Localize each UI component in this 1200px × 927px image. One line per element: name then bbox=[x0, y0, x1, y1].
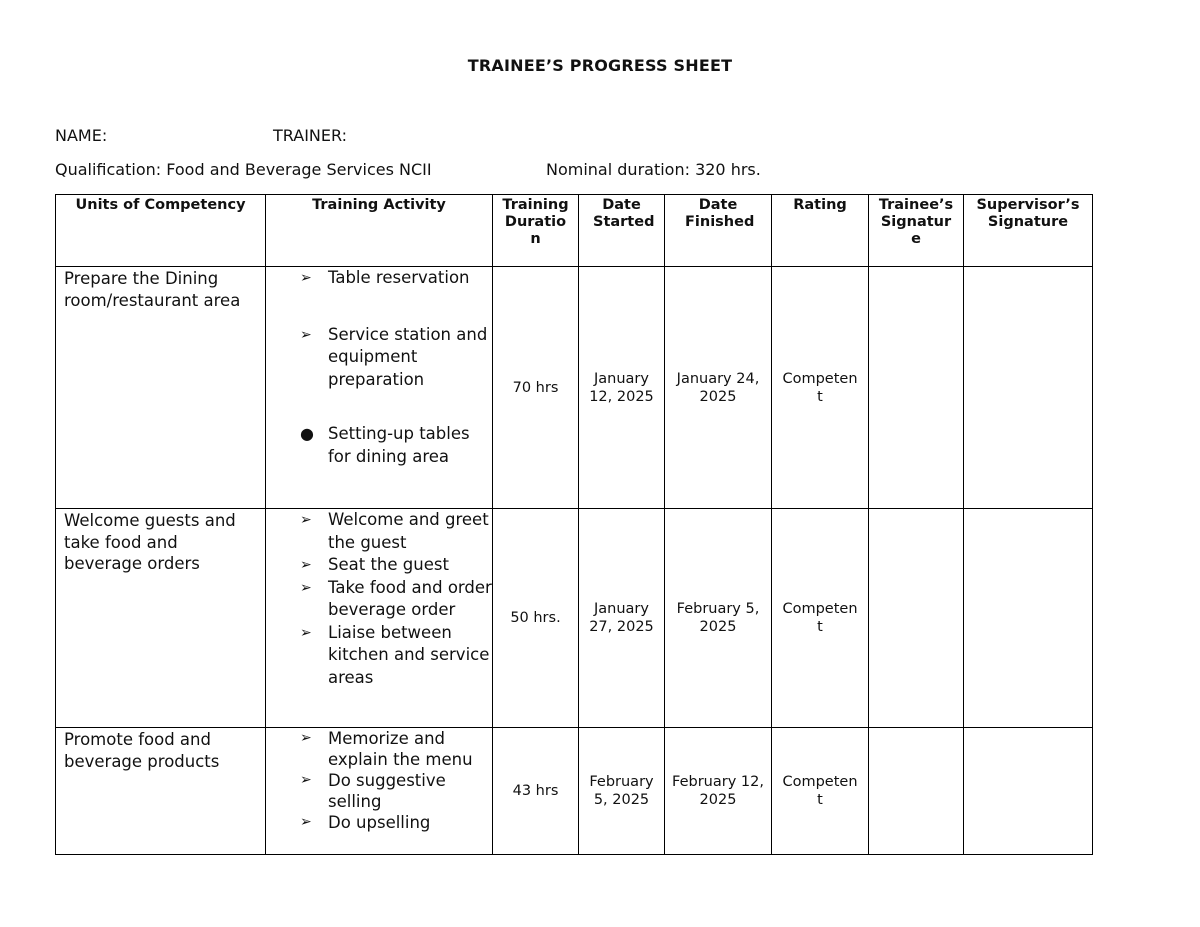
activity-cell bbox=[266, 267, 493, 509]
arrow-bullet-icon: ➢ bbox=[300, 730, 312, 746]
list-item: ➢ Seat the guest bbox=[266, 554, 492, 577]
duration-cell: 70 hrs bbox=[493, 267, 579, 509]
duration-cell: 50 hrs. bbox=[493, 509, 579, 728]
table-row bbox=[56, 509, 1093, 728]
date-finished-cell: February 12, 2025 bbox=[665, 728, 772, 855]
duration-cell: 43 hrs bbox=[493, 728, 579, 855]
supervisor-signature-cell bbox=[964, 728, 1093, 855]
date-started-cell: January 27, 2025 bbox=[579, 509, 665, 728]
unit-cell: Prepare the Dining room/restaurant area bbox=[56, 267, 266, 509]
header-rating: Rating bbox=[772, 195, 869, 267]
header-row bbox=[56, 195, 1093, 267]
activity-cell bbox=[266, 728, 493, 855]
unit-cell: Promote food and beverage products bbox=[56, 728, 266, 855]
activity-cell bbox=[266, 509, 493, 728]
header-date-started: Date Started bbox=[579, 195, 665, 267]
trainee-signature-cell bbox=[869, 728, 964, 855]
arrow-bullet-icon: ➢ bbox=[300, 772, 312, 788]
trainee-signature-cell bbox=[869, 509, 964, 728]
list-item: ➢ Liaise between kitchen and service areas bbox=[300, 622, 490, 687]
rating-cell: Competent bbox=[772, 728, 869, 855]
supervisor-signature-cell bbox=[964, 267, 1093, 509]
trainee-signature-cell bbox=[869, 267, 964, 509]
nominal-duration-text: Nominal duration: 320 hrs. bbox=[546, 160, 761, 179]
date-started-cell: February 5, 2025 bbox=[579, 728, 665, 855]
header-trainee-signature: Trainee’s Signature bbox=[869, 195, 964, 267]
arrow-bullet-icon: ➢ bbox=[300, 624, 312, 641]
unit-cell: Welcome guests and take food and beverage orders bbox=[56, 509, 266, 728]
dot-bullet-icon: ● bbox=[300, 424, 314, 443]
list-item: ➢ Welcome and greet the guest bbox=[300, 510, 489, 552]
rating-cell: Competent bbox=[772, 267, 869, 509]
trainer-label: TRAINER: bbox=[273, 126, 347, 145]
list-item: ➢ Take food and order beverage order bbox=[300, 577, 492, 619]
date-started-cell: January 12, 2025 bbox=[579, 267, 665, 509]
header-activity: Training Activity bbox=[266, 195, 493, 267]
header-units: Units of Competency bbox=[56, 195, 266, 267]
name-label: NAME: bbox=[55, 126, 108, 145]
list-item: ➢ Do suggestive selling bbox=[300, 771, 446, 811]
progress-table bbox=[55, 194, 1093, 855]
table-row bbox=[56, 728, 1093, 855]
arrow-bullet-icon: ➢ bbox=[300, 512, 312, 528]
header-date-finished: Date Finished bbox=[665, 195, 772, 267]
date-finished-cell: February 5, 2025 bbox=[665, 509, 772, 728]
header-supervisor-signature: Supervisor’s Signature bbox=[964, 195, 1093, 267]
arrow-bullet-icon: ➢ bbox=[300, 557, 312, 573]
arrow-bullet-icon: ➢ bbox=[300, 579, 312, 596]
supervisor-signature-cell bbox=[964, 509, 1093, 728]
date-finished-cell: January 24, 2025 bbox=[665, 267, 772, 509]
header-duration: Training Duration bbox=[493, 195, 579, 267]
list-item: ● Setting-up tables for dining area bbox=[300, 424, 470, 466]
list-item: ➢ Service station and equipment preparation bbox=[300, 324, 488, 389]
arrow-bullet-icon: ➢ bbox=[300, 814, 312, 830]
arrow-bullet-icon: ➢ bbox=[300, 326, 312, 343]
list-item: ➢ Do upselling bbox=[300, 813, 431, 832]
page-title: TRAINEE’S PROGRESS SHEET bbox=[467, 56, 733, 75]
qualification-text: Qualification: Food and Beverage Services NCII bbox=[55, 160, 432, 179]
list-item: ➢ Memorize and explain the menu bbox=[300, 729, 473, 769]
table-row bbox=[56, 267, 1093, 509]
rating-cell: Competent bbox=[772, 509, 869, 728]
arrow-bullet-icon: ➢ bbox=[300, 270, 312, 286]
list-item: ➢ Table reservation bbox=[266, 267, 492, 290]
